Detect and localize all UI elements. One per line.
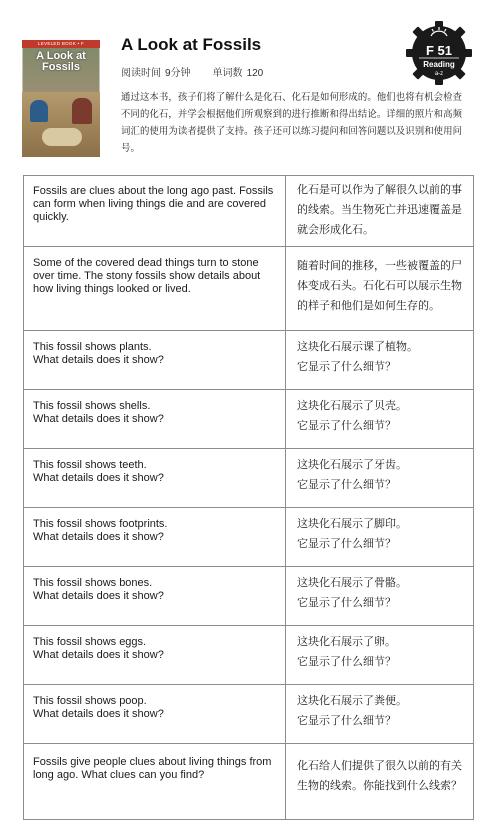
chinese-text [286,626,474,685]
english-line: This fossil shows poop. [33,695,147,707]
chinese-line: 它显示了什么细节？ [297,597,396,609]
badge-brand-sub: a-z [434,71,444,77]
english-text [24,626,286,685]
bilingual-text-table [23,175,474,820]
cover-title: A Look at Fossils [36,50,86,73]
chinese-text [286,685,474,744]
chinese-text [286,508,474,567]
chinese-text: 化石给人们提供了很久以前的有关生物的线索。你能找到什么线索？ [286,744,474,820]
english-text [24,508,286,567]
book-cover-image [22,40,100,157]
cover-figure [30,100,48,122]
word-count-value: 120 [246,68,264,79]
chinese-text: 化石是可以作为了解很久以前的事的线索。当生物死亡并迅速覆盖是就会形成化石。 [286,176,474,247]
chinese-text [286,390,474,449]
cover-rock [42,128,82,146]
chinese-line: 这块化石展示课了植物。 [297,341,418,353]
chinese-line: 它显示了什么细节？ [297,538,396,550]
english-line: This fossil shows plants. [33,341,152,353]
table-row [24,744,474,820]
chinese-text [286,567,474,626]
book-summary: 通过这本书，孩子们将了解什么是化石、化石是如何形成的。他们也将有机会检查不同的化石，并学会根据他们所观察到的进行推断和得出结论。详细的照片和高频词汇的使用为读者提供了支持。孩子还可以练习提问和回答问题以及识别和使用问号。 [121,91,463,153]
chinese-line: 它显示了什么细节？ [297,715,396,727]
chinese-line: 这块化石展示了卵。 [297,636,396,648]
english-line: This fossil shows footprints. [33,518,168,530]
table-row [24,626,474,685]
table-row [24,331,474,390]
english-text [24,567,286,626]
english-line: This fossil shows eggs. [33,636,147,648]
table-row [24,390,474,449]
gear-badge-icon [404,16,474,86]
english-line: What details does it show? [33,708,164,720]
english-line: What details does it show? [33,413,164,425]
cover-figure [72,98,92,124]
badge-level: F 51 [425,43,453,58]
english-text: Some of the covered dead things turn to stone over time. The stony fossils show details about how living things looked or lived. [24,247,286,331]
reading-time-value: 9分钟 [165,68,191,79]
word-count-label: 单词数 [212,68,243,79]
level-badge [404,16,474,86]
chinese-line: 这块化石展示了骨骼。 [297,577,407,589]
english-text [24,390,286,449]
chinese-text: 随着时间的推移，一些被覆盖的尸体变成石头。石化石可以展示生物的样子和他们是如何生存的。 [286,247,474,331]
chinese-line: 这块化石展示了粪便。 [297,695,407,707]
page-title: A Look at Fossils [121,35,262,54]
chinese-line: 这块化石展示了脚印。 [297,518,407,530]
english-line: This fossil shows bones. [33,577,153,589]
chinese-text [286,449,474,508]
english-text: Fossils are clues about the long ago past. Fossils can form when living things die and are covered quickly. [24,176,286,247]
reading-time-label: 阅读时间 [121,68,161,79]
cover-series-label: LEVELED BOOK • F [37,41,85,46]
chinese-line: 它显示了什么细节？ [297,656,396,668]
chinese-line: 它显示了什么细节？ [297,420,396,432]
badge-brand: Reading [423,60,455,69]
table-row [24,567,474,626]
book-header [0,0,483,170]
english-text [24,449,286,508]
english-text [24,331,286,390]
chinese-line: 这块化石展示了贝壳。 [297,400,407,412]
english-line: What details does it show? [33,472,164,484]
english-text: Fossils give people clues about living things from long ago. What clues can you find? [24,744,286,820]
table-row [24,247,474,331]
english-line: This fossil shows shells. [33,400,151,412]
table-row [24,176,474,247]
english-line: What details does it show? [33,649,164,661]
table-row [24,685,474,744]
english-text [24,685,286,744]
book-meta [121,64,263,79]
table-row [24,449,474,508]
chinese-line: 这块化石展示了牙齿。 [297,459,407,471]
english-line: This fossil shows teeth. [33,459,147,471]
english-line: What details does it show? [33,531,164,543]
chinese-text [286,331,474,390]
english-line: What details does it show? [33,590,164,602]
table-row [24,508,474,567]
chinese-line: 它显示了什么细节？ [297,361,396,373]
english-line: What details does it show? [33,354,164,366]
chinese-line: 它显示了什么细节？ [297,479,396,491]
